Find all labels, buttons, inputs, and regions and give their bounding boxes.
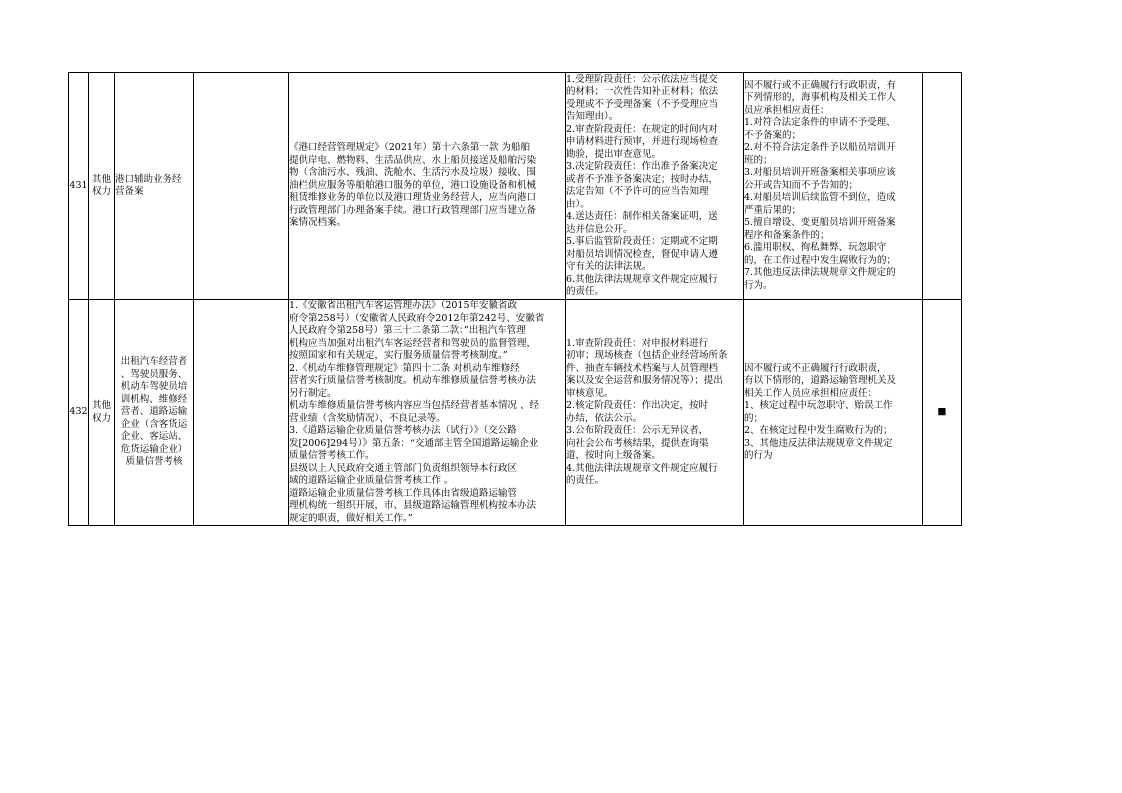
item-name-line: 、驾驶员服务、 xyxy=(120,368,188,380)
table-row xyxy=(69,300,962,526)
item-name-line: 出租汽车经营者 xyxy=(120,356,188,368)
accountability-line: 公开或告知而不予告知的； xyxy=(744,179,859,191)
legal-basis-line: 发[2006]294号）》第五条：“交通部主管全国道路运输企业 xyxy=(289,437,539,449)
legal-basis xyxy=(289,300,566,526)
legal-basis-line: 3.《道路运输企业质量信誉考核办法（试行）》（交公路 xyxy=(289,425,517,436)
responsibility-line: 5.事后监管阶段责任：定期或不定期 xyxy=(566,236,718,247)
responsibility-line: 对船员培训情况检查，督促申请人遵 xyxy=(566,248,719,260)
legal-basis-line: 油栏供应服务等船舶港口服务的单位，港口设施设备和机械 xyxy=(289,179,537,191)
responsibility-line: 初审；现场核查（包括企业经营场所条 xyxy=(566,350,728,361)
accountability-line: 程序和备案条件的； xyxy=(744,229,830,241)
responsibility-line: 守有关的法律法规。 xyxy=(566,261,652,272)
legal-basis-line: 行政管理部门办理备案手续。港口行政管理部门应当建立备 xyxy=(289,204,537,216)
filled-square-icon: ■ xyxy=(937,406,947,418)
item-name-line: 企业（含客货运 xyxy=(120,418,188,430)
sub-item-cell xyxy=(194,300,289,526)
item-name-line: 训机构、维修经 xyxy=(120,393,188,405)
accountability-line: 4.对船员培训后续监管不到位，造成 xyxy=(744,192,896,204)
accountability-line: 因不履行或不正确履行行政职责，有 xyxy=(744,79,897,91)
responsibility-line: 的责任。 xyxy=(566,475,605,486)
table-row xyxy=(69,73,962,300)
responsibility-line: 勘验，提出审查意见。 xyxy=(566,148,662,160)
accountability-line: 2.对不符合法定条件予以船员培训开 xyxy=(744,142,896,154)
legal-basis-line: 规定的职责，做好相关工作。” xyxy=(289,512,413,524)
responsibility-line: 3.公布阶段责任：公示无异议者， xyxy=(566,425,709,436)
legal-basis-line: 提供岸电、燃物料、生活品供应、水上船员接送及船舶污染 xyxy=(289,154,537,166)
responsibility-line: 由）。 xyxy=(566,198,590,210)
accountability-line: 因不履行或不正确履行行政职责， xyxy=(744,362,887,374)
item-name-line: 机动车驾驶员培 xyxy=(120,381,188,393)
item-name-line: 港口辅助业务经 xyxy=(115,173,182,185)
legal-basis-line: 按照国家和有关规定，实行服务质量信誉考核制度。” xyxy=(289,350,508,361)
responsibility-line: 的责任。 xyxy=(566,286,605,297)
responsibility-line: 向社会公布考核结果，提供查询渠 xyxy=(566,437,709,449)
accountability-line: 1.对符合法定条件的申请不予受理、 xyxy=(744,117,896,129)
item-name-line: 质量信誉考核 xyxy=(125,456,183,468)
legal-basis-line: 理机构统一组织开展，市、县级道路运输管理机构按本办法 xyxy=(289,500,537,511)
accountability-line: 5.擅自增设、变更船员培训开班备案 xyxy=(744,217,896,229)
responsibility-line: 2.核定阶段责任：作出决定，按时 xyxy=(566,400,709,411)
responsibility-line: 案以及安全运营和服务情况等）；提出 xyxy=(566,375,723,386)
accountability-line: 相关工作人员应承担相应责任： xyxy=(744,387,878,399)
responsibility-line: 受理或不予受理备案（不予受理应当 xyxy=(566,98,719,110)
responsibility-line: 告知理由）。 xyxy=(566,111,619,122)
item-name-line: 营者、道路运输 xyxy=(120,406,188,418)
legal-basis-line: 营者实行质量信誉考核制度。机动车维修质量信誉考核办法 xyxy=(289,375,537,386)
accountability-line: 员应承担相应责任： xyxy=(744,104,830,116)
legal-basis-line: 1.《安徽省出租汽车客运管理办法》（2015年安徽省政 xyxy=(289,300,517,311)
legal-basis-line: 县级以上人民政府交通主管部门负责组织领导本行政区 xyxy=(289,462,518,474)
legal-basis-line: 《港口经营管理规定》（2021年）第十六条第一款 为船舶 xyxy=(289,142,530,154)
sub-item-cell xyxy=(194,73,289,300)
responsibility-line: 2.审查阶段责任：在规定的时间内对 xyxy=(566,123,718,135)
legal-basis xyxy=(289,73,566,300)
responsibility xyxy=(566,300,744,526)
responsibility-line: 4.其他法律法规规章文件规定应履行 xyxy=(566,462,718,474)
power-type-line: 权力 xyxy=(91,412,111,424)
accountability-line: 的行为 xyxy=(744,450,773,461)
mark-cell xyxy=(923,73,962,300)
responsibility xyxy=(566,73,744,300)
accountability-line: 有以下情形的，道路运输管理机关及 xyxy=(744,375,897,386)
responsibility-line: 达并信息公开。 xyxy=(566,223,633,235)
legal-basis-line: 租赁维修业务的单位以及港口理货业务经营人，应当向港口 xyxy=(289,192,537,204)
row-number: 432 xyxy=(69,300,89,526)
item-name-line: 营备案 xyxy=(115,186,144,197)
legal-basis-line: 2.《机动车维修管理规定》第四十二条 对机动车维修经 xyxy=(289,362,520,374)
row-number: 431 xyxy=(69,73,89,300)
responsibility-line: 办结，依法公示。 xyxy=(566,412,643,424)
accountability-line: 行为。 xyxy=(744,279,773,291)
legal-basis-line: 机构应当加强对出租汽车客运经营者和驾驶员的监督管理， xyxy=(289,337,537,349)
responsibility-line: 6.其他法律法规规章文件规定应履行 xyxy=(566,273,718,285)
legal-basis-line: 案情况档案。 xyxy=(289,217,347,229)
accountability-line: 1、核定过程中玩忽职守、贻误工作 xyxy=(744,400,893,411)
responsibility-line: 1.审查阶段责任：对申报材料进行 xyxy=(566,337,709,349)
accountability-line: 的； xyxy=(744,412,764,424)
legal-basis-line: 府令第258号）（安徽省人民政府令2012年第242号、安徽省 xyxy=(289,312,545,324)
responsibility-line: 4.送达责任：制作相关备案证明，送 xyxy=(566,211,718,222)
power-list-table xyxy=(68,72,962,526)
accountability-line: 严重后果的； xyxy=(744,204,802,216)
accountability-line: 下列情形的，海事机构及相关工作人 xyxy=(744,92,897,104)
item-name xyxy=(115,73,194,300)
accountability-line: 3.对船员培训开班备案相关事项应该 xyxy=(744,167,896,179)
power-type xyxy=(89,300,115,526)
accountability xyxy=(744,73,923,300)
accountability-line: 2、在核定过程中发生腐败行为的； xyxy=(744,425,893,436)
accountability xyxy=(744,300,923,526)
legal-basis-line: 域的道路运输企业质量信誉考核工作 。 xyxy=(289,475,454,486)
power-type-line: 其他 xyxy=(91,400,111,411)
legal-basis-line: 物（含油污水、残油、洗舱水、生活污水及垃圾）接收、围 xyxy=(289,167,537,179)
power-type-line: 其他 xyxy=(91,173,111,185)
legal-basis-line: 机动车维修质量信誉考核内容应当包括经营者基本情况 、经 xyxy=(289,400,540,411)
accountability-line: 3、其他违反法律法规规章文件规定 xyxy=(744,437,893,449)
legal-basis-line: 质量信誉考核工作。 xyxy=(289,450,375,461)
responsibility-line: 或者不予准予备案决定；按时办结， xyxy=(566,173,719,185)
responsibility-line: 的材料；一次性告知补正材料；依法 xyxy=(566,86,719,97)
power-type-line: 权力 xyxy=(91,186,111,197)
responsibility-line: 法定告知（不予许可的应当告知理 xyxy=(566,186,709,197)
legal-basis-line: 营业绩（含奖励情况）、不良记录等。 xyxy=(289,412,446,424)
responsibility-line: 1.受理阶段责任：公示依法应当提交 xyxy=(566,73,718,85)
responsibility-line: 道，按时向上级备案。 xyxy=(566,450,662,461)
responsibility-line: 审核意见。 xyxy=(566,387,614,399)
accountability-line: 班的； xyxy=(744,154,773,166)
responsibility-line: 3.决定阶段责任：作出准予备案决定 xyxy=(566,161,718,172)
mark-cell xyxy=(923,300,962,526)
item-name xyxy=(115,300,194,526)
power-type xyxy=(89,73,115,300)
responsibility-line: 申请材料进行预审，并进行现场检查 xyxy=(566,136,719,147)
legal-basis-line: 另行制定。 xyxy=(289,387,337,399)
accountability-line: 的，在工作过程中发生腐败行为的； xyxy=(744,254,897,266)
accountability-line: 不予备案的； xyxy=(744,129,802,141)
accountability-line: 7.其他违反法律法规规章文件规定的 xyxy=(744,267,896,279)
responsibility-line: 件、抽查车辆技术档案与人员管理档 xyxy=(566,362,719,374)
legal-basis-line: 人民政府令第258号）第三十二条第二款：”出租汽车管理 xyxy=(289,325,526,336)
legal-basis-line: 道路运输企业质量信誉考核工作具体由省级道路运输管 xyxy=(289,487,518,499)
accountability-line: 6.滥用职权、徇私舞弊、玩忽职守 xyxy=(744,242,887,254)
item-name-line: 危货运输企业） xyxy=(120,443,188,455)
item-name-line: 企业、客运站、 xyxy=(120,431,188,443)
